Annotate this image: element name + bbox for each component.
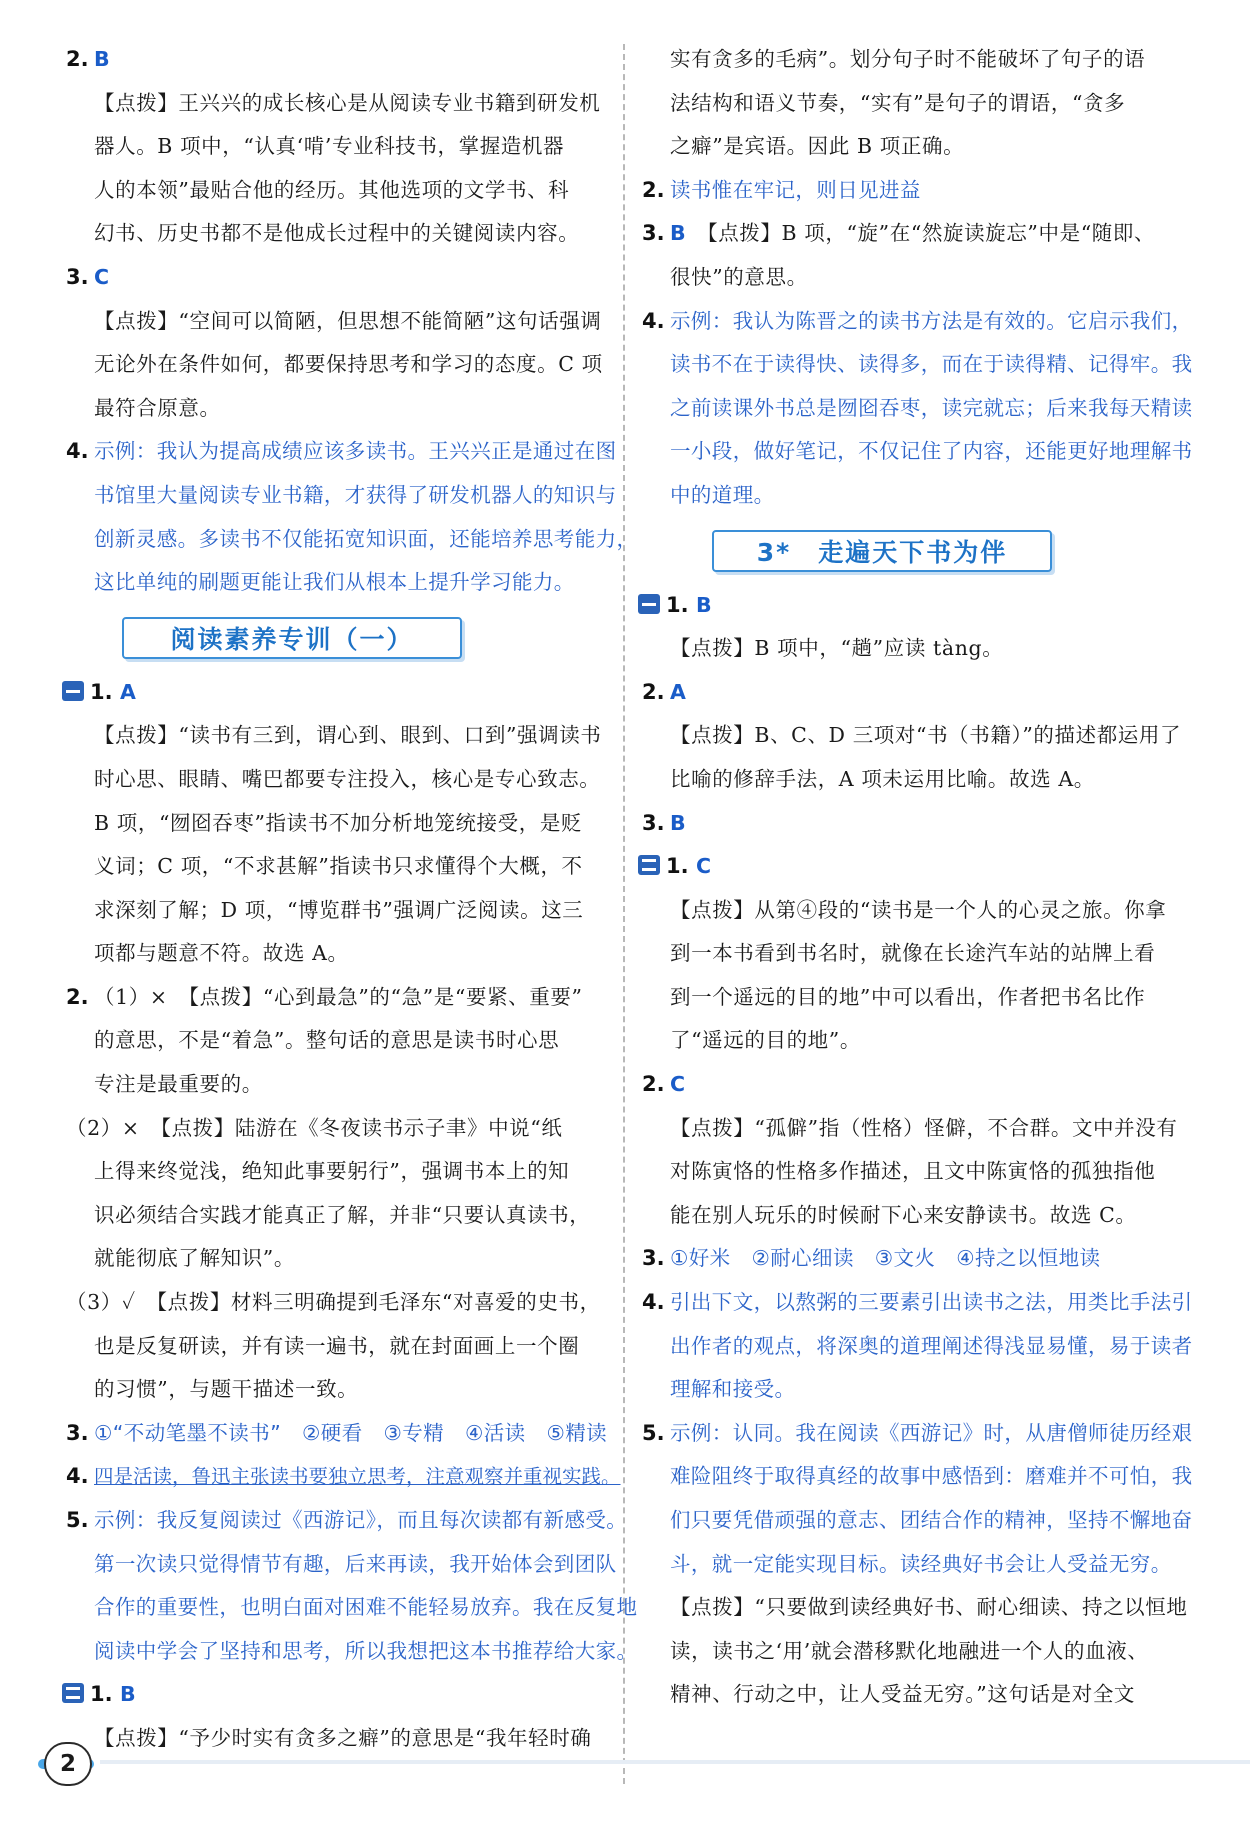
item-number: 4. [642,308,665,333]
note-line: 人的本领”最贴合他的经历。其他选项的文学书、科 [94,177,570,202]
answer-letter: B [696,592,713,617]
note-line: 对陈寅恪的性格多作描述，且文中陈寅恪的孤独指他 [670,1159,1156,1184]
note-line: 【点拨】B、C、D 三项对“书（书籍）”的描述都运用了 [670,723,1182,748]
note-line: 时心思、眼睛、嘴巴都要专注投入，核心是专心致志。 [94,766,601,791]
answer-line: 斗，就一定能实现目标。读经典好书会让人受益无穷。 [670,1551,1172,1576]
answer-item-3 [66,256,602,430]
answer-item-s1-5 [66,1499,638,1673]
answer-item-r-s2-3 [642,1237,1190,1281]
note-line: 实有贪多的毛病”。划分句子时不能破坏了句子的语 [670,47,1146,71]
item-number: 4. [642,1290,665,1315]
answer-item-s1-3 [66,1412,608,1456]
item-number: 4. [66,439,89,464]
note-line: 【点拨】B 项中，“趟”应读 tàng。 [670,636,1004,661]
note-line: 的习惯”，与题干描述一致。 [94,1377,359,1402]
answer-line: 书馆里大量阅读专业书籍，才获得了研发机器人的知识与 [94,482,617,507]
left-column [66,38,638,1761]
answer-line: 示例：我反复阅读过《西游记》，而且每次读都有新感受。 [94,1508,628,1532]
item-number: 1. [62,1673,113,1717]
answer-item-r-s2-5 [642,1412,1193,1717]
note-line: 精神、行动之中，让人受益无穷。”这句话是对全文 [670,1682,1136,1707]
answer-item-r3 [642,212,1190,299]
answer-line: ①“不动笔墨不读书” ②硬看 ③专精 ④活读 ⑤精读 [94,1420,608,1445]
answer-line: 示例：我认为陈晋之的读书方法是有效的。它启示我们， [670,308,1193,333]
answer-item-r-s1-3 [642,802,1190,846]
answer-item-4 [66,430,638,604]
answer-line: 第一次读只觉得情节有趣，后来再读，我开始体会到团队 [94,1551,617,1576]
item-number: 5. [66,1508,89,1532]
note-line: 很快”的意思。 [670,264,808,289]
answer-item-r-s2-4 [642,1281,1193,1412]
item-number: 2. [66,984,89,1009]
part-two-badge-icon [62,1683,84,1703]
note-line: 也是反复研读，并有读一遍书，就在封面画上一个圈 [94,1333,580,1358]
item-number: 4. [66,1464,89,1489]
note-line: 【点拨】王兴兴的成长核心是从阅读专业书籍到研发机 [94,90,601,115]
answer-line: 阅读中学会了坚持和思考，所以我想把这本书推荐给大家。 [94,1638,638,1663]
note-line: 法结构和语义节奏，“实有”是句子的谓语，“贪多 [670,90,1126,115]
note-line: 器人。B 项中，“认真‘啃’专业科技书，掌握造机器 [94,134,565,159]
note-line: 了“遥远的目的地”。 [670,1028,861,1053]
answer-line: 出作者的观点，将深奥的道理阐述得浅显易懂，易于读者 [670,1333,1193,1358]
answer-item-s1-2 [66,976,602,1412]
section-title: 阅读素养专训（一） [170,624,414,654]
answer-line: 难险阻终于取得真经的故事中感悟到：磨难并不可怕，我 [670,1464,1193,1489]
answer-letter: C [696,854,712,879]
item-number: 2. [642,679,665,704]
note-line: 到一本书看到书名时，就像在长途汽车站的站牌上看 [670,941,1156,966]
note-line: 【点拨】从第④段的“读书是一个人的心灵之旅。你拿 [670,897,1167,922]
note-line: 之癖”是宾语。因此 B 项正确。 [670,134,965,159]
answer-line: 们只要凭借顽强的意志、团结合作的精神，坚持不懈地奋 [670,1508,1193,1532]
note-line: （1）× 【点拨】“心到最急”的“急”是“要紧、重要” [94,984,583,1009]
right-column [642,38,1193,1717]
answer-line: ①好米 ②耐心细读 ③文火 ④持之以恒地读 [670,1246,1101,1271]
note-line: 上得来终觉浅，绝知此事要躬行”，强调书本上的知 [94,1159,570,1184]
answer-line: 之前读课外书总是囫囵吞枣，读完就忘；后来我每天精读 [670,395,1193,420]
answer-line: 理解和接受。 [670,1377,796,1402]
part-one-badge-icon [62,681,84,701]
answer-letter: B [670,810,687,835]
item-number: 3. [66,264,89,289]
answer-item-r4 [642,300,1193,518]
answer-item-s2-1 [66,1673,602,1760]
answer-line: 四是活读，鲁迅主张读书要独立思考，注意观察并重视实践。 [94,1465,621,1489]
answer-item-s1-1 [66,671,602,976]
answer-letter: A [120,679,137,704]
note-line: 求深刻了解；D 项，“博览群书”强调广泛阅读。这三 [94,897,584,922]
note-line: 读，读书之‘用’就会潜移默化地融进一个人的血液、 [670,1638,1149,1663]
note-line: （3）✓ 【点拨】材料三明确提到毛泽东“对喜爱的史书， [66,1290,601,1315]
note-line: 义词；C 项，“不求甚解”指读书只求懂得个大概，不 [94,854,583,879]
note-line: 最符合原意。 [94,395,221,420]
answer-line: 读书不在于读得快、读得多，而在于读得精、记得牢。我 [670,352,1193,377]
section-header [122,617,462,659]
continued-note [642,38,1190,169]
note-line: 【点拨】“予少时实有贪多之癖”的意思是“我年轻时确 [94,1725,592,1750]
answer-line: 创新灵感。多读书不仅能拓宽知识面，还能培养思考能力， [94,526,638,551]
answer-letter: C [670,1072,686,1097]
item-number: 3. [642,221,665,246]
answer-item-r-s1-1 [642,584,1190,671]
page-number: 2 [44,1742,92,1786]
note-line: 到一个遥远的目的地”中可以看出，作者把书名比作 [670,984,1146,1009]
note-line: 的意思，不是“着急”。整句话的意思是读书时心思 [94,1028,560,1053]
answer-line: 示例：我认为提高成绩应该多读书。王兴兴正是通过在图 [94,439,617,464]
note-line: 项都与题意不符。故选 A。 [94,941,349,966]
answer-item-r2 [642,169,1190,213]
answer-item-r-s1-2 [642,671,1190,802]
part-two-badge-icon [638,855,660,875]
answer-line: 读书惟在牢记，则日见进益 [670,177,921,202]
answer-line: 合作的重要性，也明白面对困难不能轻易放弃。我在反复地 [94,1595,638,1620]
note-line: 幻书、历史书都不是他成长过程中的关键阅读内容。 [94,221,580,246]
note-line: 【点拨】“读书有三到，谓心到、眼到、口到”强调读书 [94,723,602,748]
answer-line: 这比单纯的刷题更能让我们从根本上提升学习能力。 [94,570,575,595]
item-number: 1. [638,845,689,889]
note-line: （2）× 【点拨】陆游在《冬夜读书示子聿》中说“纸 [66,1115,563,1140]
answer-item-s1-4 [66,1455,621,1499]
item-number: 2. [66,47,89,71]
item-number: 1. [638,584,689,628]
footer-bar [100,1760,1250,1764]
answer-letter: B [120,1682,137,1707]
answer-item-2 [66,38,602,256]
item-number: 2. [642,177,665,202]
item-number: 5. [642,1420,665,1445]
note-line: 就能彻底了解知识”。 [94,1246,295,1271]
part-one-badge-icon [638,594,660,614]
item-number: 2. [642,1072,665,1097]
answer-item-r-s2-1 [642,845,1190,1063]
note-line: 专注是最重要的。 [94,1072,263,1097]
answer-letter: B [670,221,687,246]
answer-letter: C [94,264,110,289]
note-line: B 项，“囫囵吞枣”指读书不加分析地笼统接受，是贬 [94,810,583,835]
note-line: 识必须结合实践才能真正了解，并非“只要认真读书， [94,1202,591,1227]
item-number: 3. [642,1246,665,1271]
note-line: 能在别人玩乐的时候耐下心来安静读书。故选 C。 [670,1202,1137,1227]
answer-letter: B [94,47,111,71]
answer-line: 示例：认同。我在阅读《西游记》时，从唐僧师徒历经艰 [670,1420,1193,1445]
note-line: 【点拨】“空间可以简陋，但思想不能简陋”这句话强调 [94,308,602,333]
section-header [712,530,1052,572]
item-number: 1. [62,671,113,715]
answer-item-r-s2-2 [642,1063,1190,1237]
answer-line: 引出下文，以熬粥的三要素引出读书之法，用类比手法引 [670,1290,1193,1315]
answer-line: 中的道理。 [670,482,775,507]
note-line: 无论外在条件如何，都要保持思考和学习的态度。C 项 [94,352,603,377]
answer-line: 一小段，做好笔记，不仅记住了内容，还能更好地理解书 [670,439,1193,464]
item-number: 3. [642,810,665,835]
item-number: 3. [66,1420,89,1445]
note-line: 【点拨】B 项，“旋”在“然旋读旋忘”中是“随即、 [707,221,1156,246]
section-title: 3* 走遍天下书为伴 [756,537,1008,567]
note-line: 【点拨】“只要做到读经典好书、耐心细读、持之以恒地 [670,1595,1188,1620]
answer-letter: A [670,679,687,704]
note-line: 【点拨】“孤僻”指（性格）怪僻，不合群。文中并没有 [670,1115,1178,1140]
note-line: 比喻的修辞手法，A 项未运用比喻。故选 A。 [670,766,1095,791]
